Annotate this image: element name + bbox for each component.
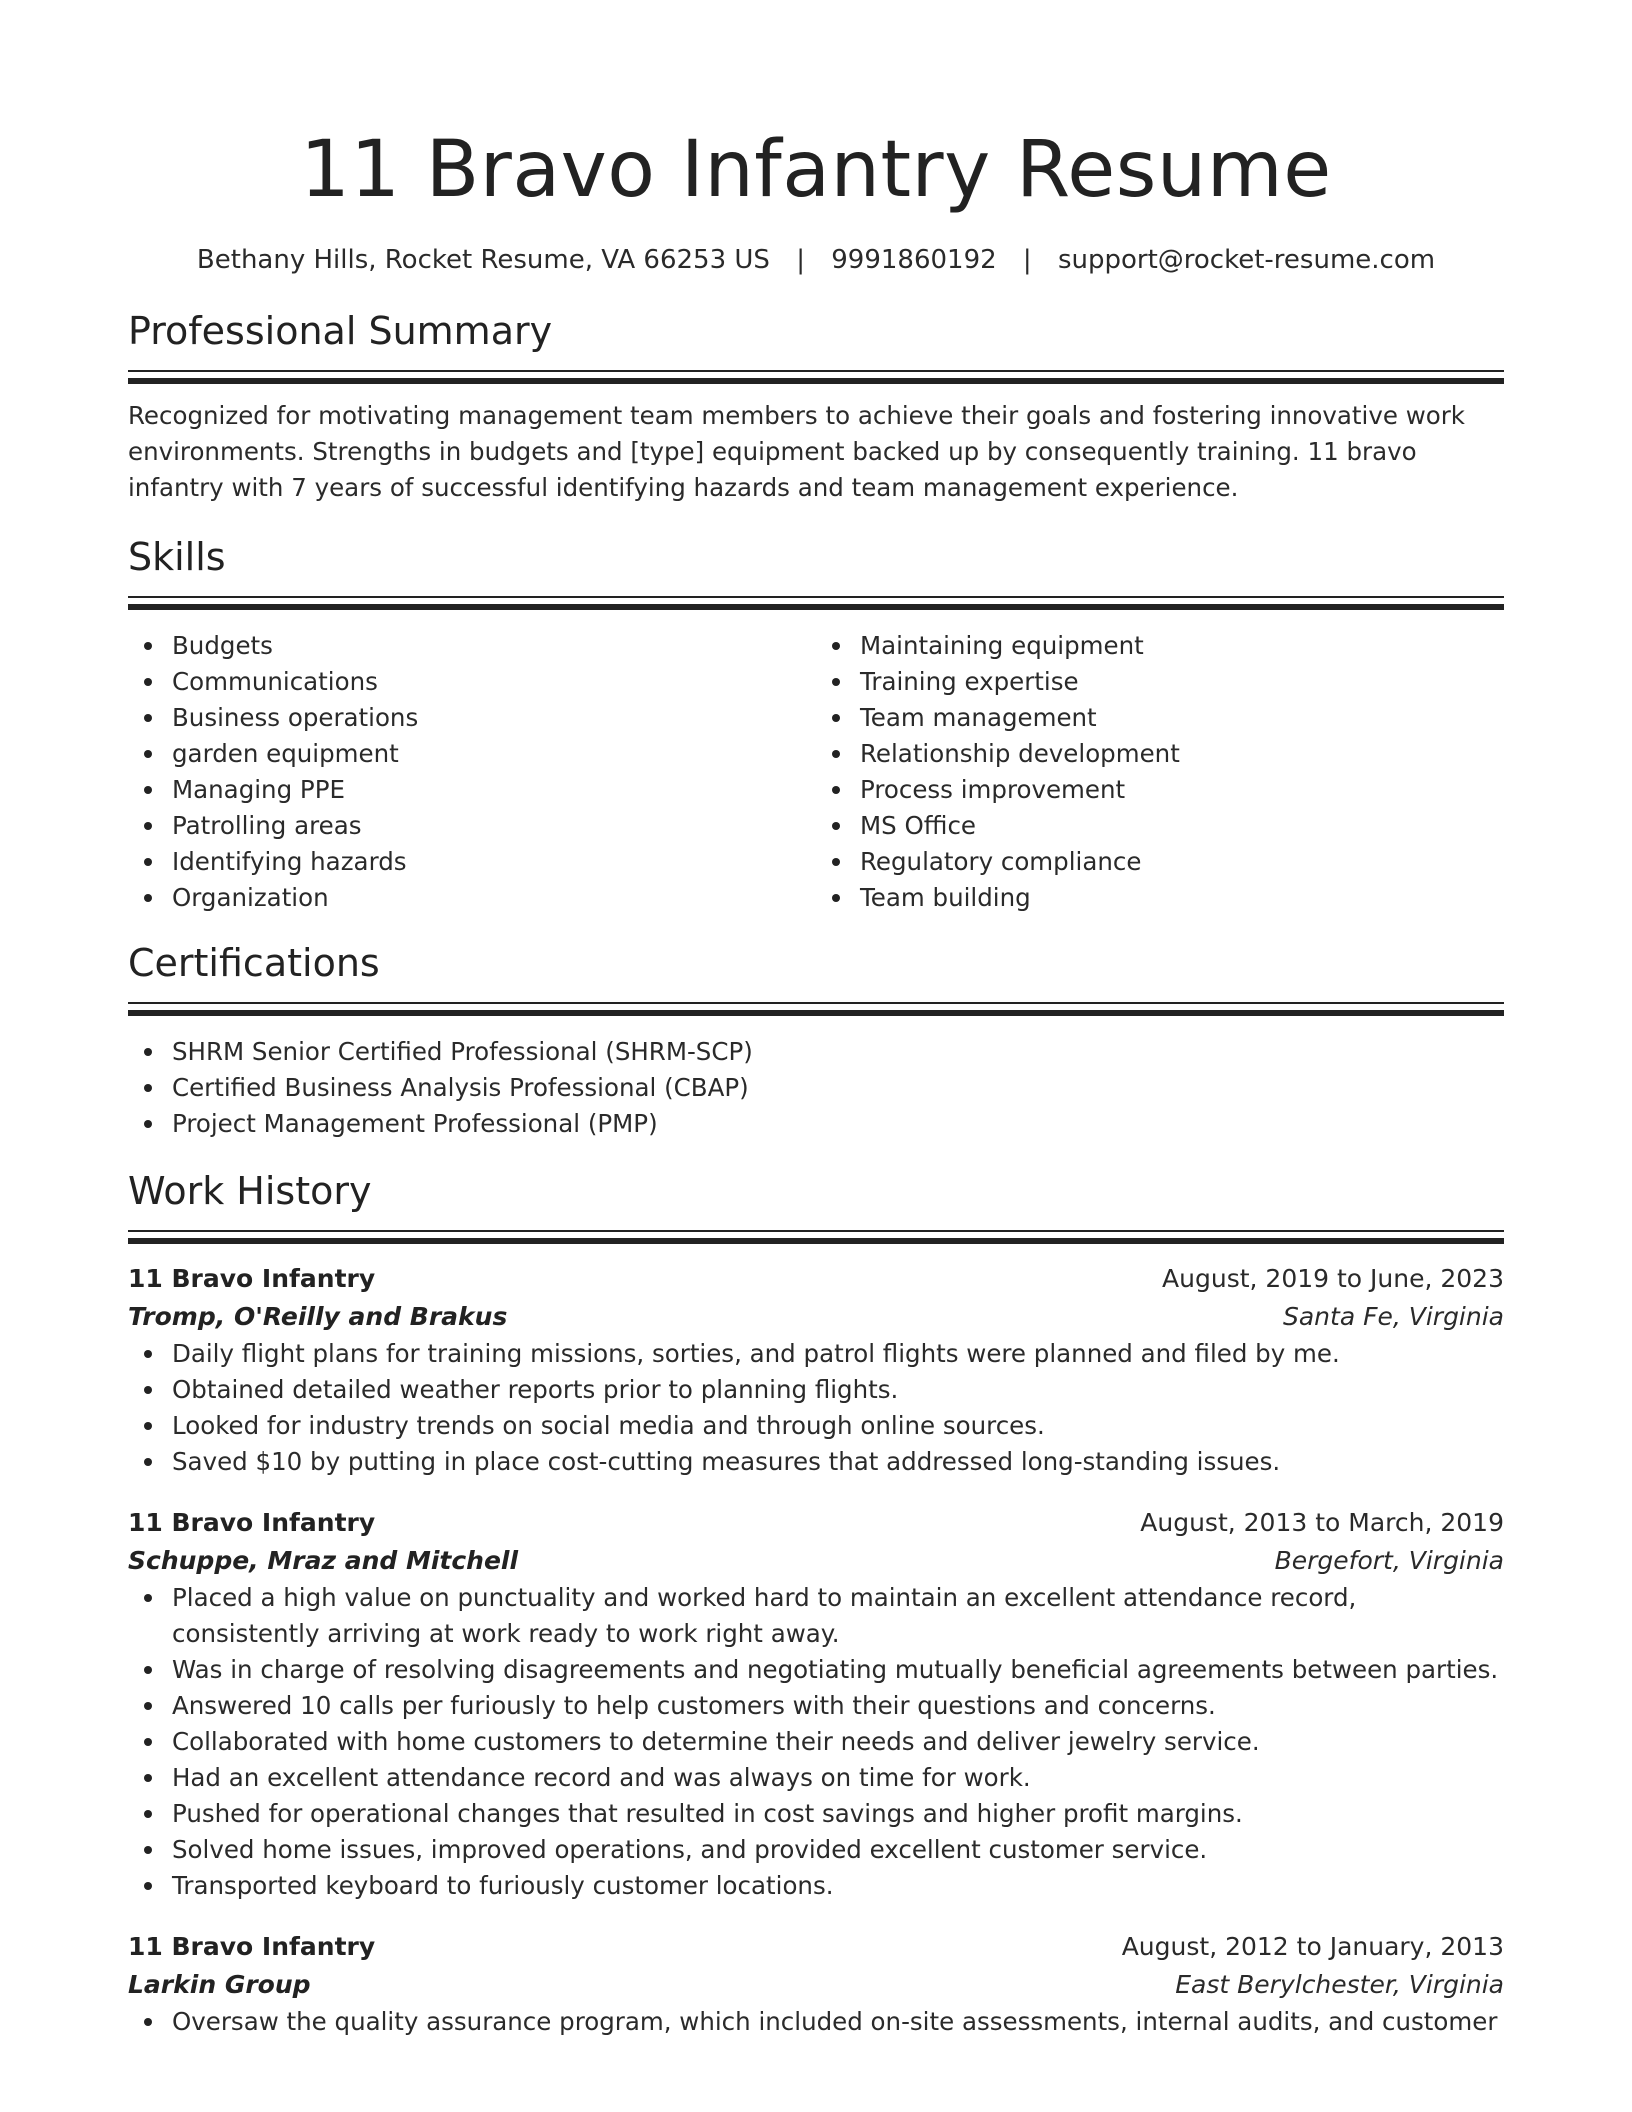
job-bullet: Transported keyboard to furiously customer locations. — [172, 1868, 1504, 1904]
skills-list-left — [128, 628, 816, 916]
job-header — [128, 1928, 1504, 1966]
job-bullet: Collaborated with home customers to determine their needs and deliver jewelry service. — [172, 1724, 1504, 1760]
job-company: Larkin Group — [128, 1970, 311, 1999]
job-dates: August, 2013 to March, 2019 — [1140, 1508, 1504, 1537]
job-company: Tromp, O'Reilly and Brakus — [128, 1302, 508, 1331]
skill-item: Process improvement — [860, 772, 1504, 808]
certification-item: Certified Business Analysis Professional (CBAP) — [172, 1070, 1504, 1106]
job-bullet: Solved home issues, improved operations, and provided excellent customer service. — [172, 1832, 1504, 1868]
job-bullet: Saved $10 by putting in place cost-cutting measures that addressed long-standing issues. — [172, 1444, 1504, 1480]
job-entry — [128, 1504, 1504, 1904]
job-bullet: Answered 10 calls per furiously to help customers with their questions and concerns. — [172, 1688, 1504, 1724]
job-title: 11 Bravo Infantry — [128, 1932, 376, 1961]
section-divider — [128, 1002, 1504, 1004]
job-header — [128, 1260, 1504, 1298]
work-history-section — [128, 1166, 1504, 2040]
skill-item: Patrolling areas — [172, 808, 816, 844]
section-heading-work-history: Work History — [128, 1169, 372, 1213]
job-bullet: Looked for industry trends on social media and through online sources. — [172, 1408, 1504, 1444]
skill-item: Budgets — [172, 628, 816, 664]
contact-email: support@rocket-resume.com — [1057, 245, 1436, 275]
section-heading-skills: Skills — [128, 535, 226, 579]
section-divider — [128, 1238, 1504, 1244]
section-divider — [128, 604, 1504, 610]
job-dates: August, 2012 to January, 2013 — [1121, 1932, 1504, 1961]
section-divider — [128, 378, 1504, 384]
skill-item: Identifying hazards — [172, 844, 816, 880]
skills-list-right — [816, 628, 1504, 916]
contact-line — [128, 242, 1504, 278]
section-divider — [128, 596, 1504, 598]
job-bullets — [128, 1336, 1504, 1480]
job-bullet: Daily flight plans for training missions, sorties, and patrol flights were planned and filed by me. — [172, 1336, 1504, 1372]
skill-item: Organization — [172, 880, 816, 916]
section-heading-certifications: Certifications — [128, 941, 380, 985]
skill-item: Team management — [860, 700, 1504, 736]
section-heading-summary: Professional Summary — [128, 309, 553, 353]
job-subheader — [128, 1966, 1504, 2004]
job-title: 11 Bravo Infantry — [128, 1508, 376, 1537]
job-location: Bergefort, Virginia — [1274, 1546, 1504, 1575]
job-bullet: Had an excellent attendance record and was always on time for work. — [172, 1760, 1504, 1796]
certifications-section — [128, 938, 1504, 1142]
section-divider — [128, 1230, 1504, 1232]
skill-item: Training expertise — [860, 664, 1504, 700]
job-bullet: Pushed for operational changes that resulted in cost savings and higher profit margins. — [172, 1796, 1504, 1832]
resume-title: 11 Bravo Infantry Resume — [300, 125, 1332, 215]
skill-item: MS Office — [860, 808, 1504, 844]
job-bullet: Placed a high value on punctuality and worked hard to maintain an excellent attendance record, consistently arriving at work ready to work right away. — [172, 1580, 1504, 1652]
job-location: Santa Fe, Virginia — [1282, 1302, 1504, 1331]
contact-separator: | — [796, 245, 805, 275]
job-bullet: Obtained detailed weather reports prior to planning flights. — [172, 1372, 1504, 1408]
skill-item: Communications — [172, 664, 816, 700]
contact-separator: | — [1022, 245, 1032, 275]
certification-item: SHRM Senior Certified Professional (SHRM-SCP) — [172, 1034, 1504, 1070]
job-bullets — [128, 2004, 1504, 2040]
job-company: Schuppe, Mraz and Mitchell — [128, 1546, 519, 1575]
job-bullet: Was in charge of resolving disagreements and negotiating mutually beneficial agreements between parties. — [172, 1652, 1504, 1688]
job-location: East Berylchester, Virginia — [1175, 1970, 1504, 1999]
skills-section — [128, 532, 1504, 916]
job-entry — [128, 1260, 1504, 1480]
job-entry — [128, 1928, 1504, 2040]
skills-grid — [128, 628, 1504, 916]
skill-item: garden equipment — [172, 736, 816, 772]
skill-item: Relationship development — [860, 736, 1504, 772]
certifications-list — [128, 1034, 1504, 1142]
job-header — [128, 1504, 1504, 1542]
contact-phone: 9991860192 — [831, 245, 997, 275]
job-title: 11 Bravo Infantry — [128, 1264, 376, 1293]
skill-item: Regulatory compliance — [860, 844, 1504, 880]
skill-item: Team building — [860, 880, 1504, 916]
summary-text: Recognized for motivating management team members to achieve their goals and fostering innovative work environments. Strengths in budgets and [type] equipment backed up by consequently training. 11 bravo infantry with 7 years of successful identifying hazards and team management experience. — [128, 401, 1465, 502]
job-bullet: Oversaw the quality assurance program, which included on-site assessments, internal audits, and customer — [172, 2004, 1504, 2040]
skill-item: Business operations — [172, 700, 816, 736]
job-dates: August, 2019 to June, 2023 — [1162, 1264, 1504, 1293]
job-bullets — [128, 1580, 1504, 1904]
job-subheader — [128, 1298, 1504, 1336]
skill-item: Maintaining equipment — [860, 628, 1504, 664]
section-divider — [128, 1010, 1504, 1016]
certification-item: Project Management Professional (PMP) — [172, 1106, 1504, 1142]
section-divider — [128, 370, 1504, 372]
contact-address: Bethany Hills, Rocket Resume, VA 66253 US — [196, 245, 770, 275]
skill-item: Managing PPE — [172, 772, 816, 808]
job-subheader — [128, 1542, 1504, 1580]
summary-section — [128, 306, 1504, 506]
